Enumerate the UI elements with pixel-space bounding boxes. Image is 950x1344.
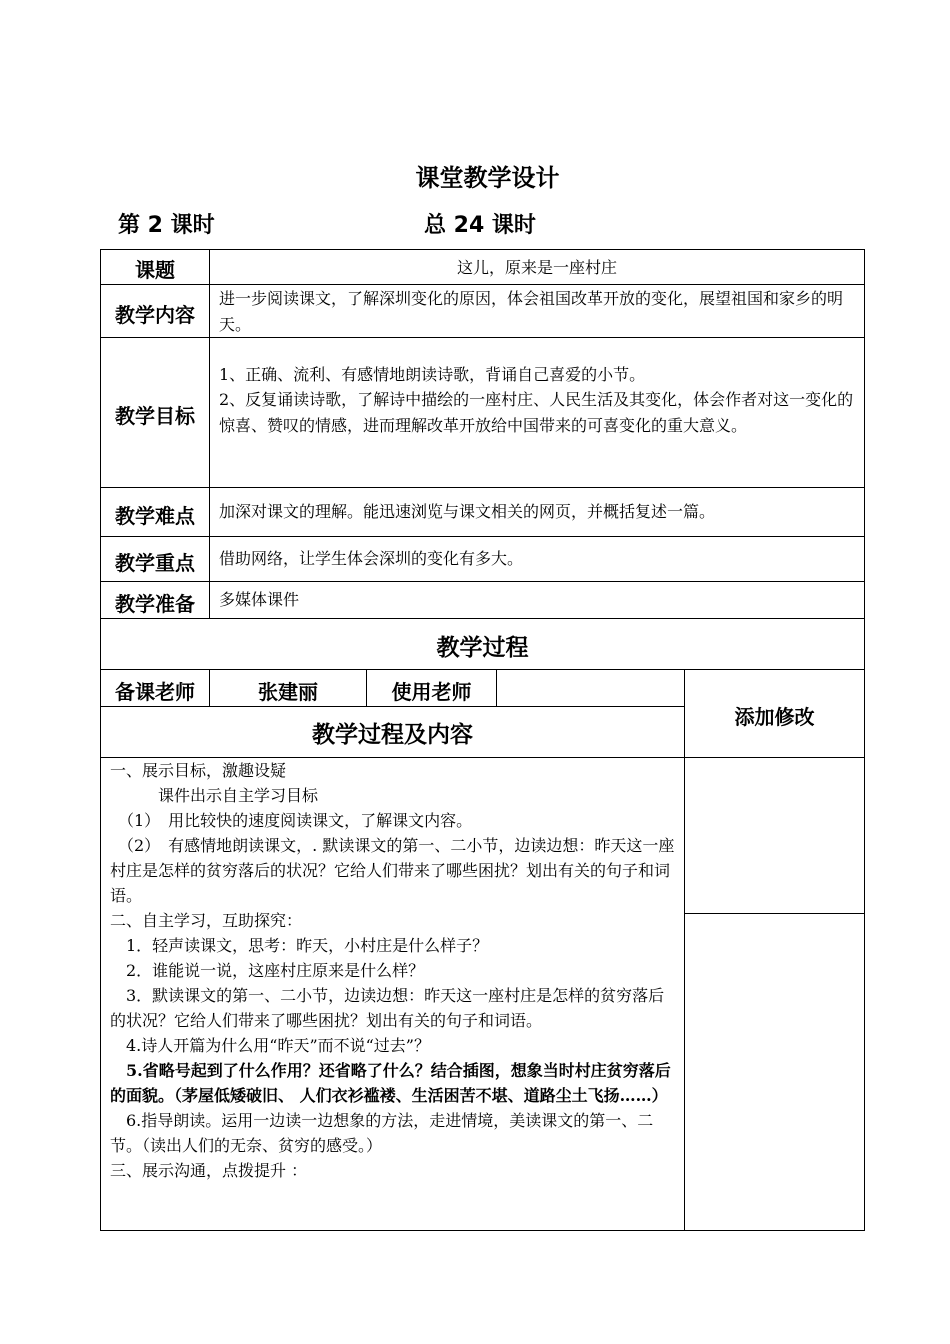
prep-label: 教学准备 [115, 592, 195, 616]
body-line: 3．默读课文的第一、二小节，边读边想：昨天这一座村庄是怎样的贫穷落后的状况？它给人们带来了哪些困扰？划出有关的句子和词语。 [110, 986, 665, 1030]
difficulty-label: 教学难点 [115, 504, 195, 528]
content-value: 进一步阅读课文，了解深圳变化的原因，体会祖国改革开放的变化，展望祖国和家乡的明天。 [219, 289, 844, 334]
lesson-total: 总 24 课时 [424, 213, 536, 238]
body-line-bold: 5.省略号起到了什么作用？还省略了什么？结合插图，想象当时村庄贫穷落后的面貌。（茅屋低矮破旧、 人们衣衫褴褛、生活困苦不堪、道路尘土飞扬……） [110, 1061, 671, 1105]
process-heading: 教学过程 [436, 635, 529, 661]
page-title: 课堂教学设计 [415, 164, 560, 192]
process-content-heading: 教学过程及内容 [312, 722, 473, 748]
topic-label: 课题 [135, 258, 175, 282]
topic-value: 这儿，原来是一座村庄 [456, 258, 617, 277]
use-teacher-label: 使用老师 [391, 680, 472, 704]
prep-teacher-label: 备课老师 [115, 680, 195, 704]
body-line: （1） 用比较快的速度阅读课文，了解课文内容。 [110, 811, 473, 830]
body-line: 二、自主学习，互助探究： [110, 911, 303, 930]
prep-teacher-name: 张建丽 [258, 680, 318, 704]
body-line: 一、展示目标，激趣设疑 [110, 761, 287, 780]
lesson-number: 第 2 课时 [118, 213, 215, 238]
body-line: 2．谁能说一说，这座村庄原来是什么样？ [110, 961, 425, 980]
goals-item-2: 2、反复诵读诗歌，了解诗中描绘的一座村庄、人民生活及其变化，体会作者对这一变化的惊喜、赞叹的情感，进而理解改革开放给中国带来的可喜变化的重大意义。 [219, 390, 854, 435]
body-line: 三、展示沟通，点拨提升 ： [110, 1161, 308, 1180]
process-content-body [110, 758, 676, 1183]
body-line: 6.指导朗读。运用一边读一边想象的方法，走进情境，美读课文的第一、二节。（读出人们的无奈、贫穷的感受。） [110, 1111, 654, 1155]
prep-value: 多媒体课件 [219, 590, 300, 609]
focus-value: 借助网络，让学生体会深圳的变化有多大。 [219, 549, 524, 568]
focus-label: 教学重点 [115, 551, 195, 575]
modify-label: 添加修改 [734, 705, 815, 729]
difficulty-value: 加深对课文的理解。能迅速浏览与课文相关的网页，并概括复述一篇。 [219, 502, 716, 521]
goals-label: 教学目标 [115, 404, 195, 428]
body-line: 1．轻声读课文，思考：昨天，小村庄是什么样子？ [110, 936, 489, 955]
body-line: 课件出示自主学习目标 [110, 786, 319, 805]
goals-item-1: 1、正确、流利、有感情地朗读诗歌，背诵自己喜爱的小节。 [219, 365, 646, 384]
body-line: （2） 有感情地朗读课文，. 默读课文的第一、二小节，边读边想：昨天这一座村庄是怎样的贫穷落后的状况？它给人们带来了哪些困扰？划出有关的句子和词语。 [110, 836, 675, 905]
content-label: 教学内容 [115, 303, 195, 327]
body-line: 4.诗人开篇为什么用“昨天”而不说“过去”？ [110, 1036, 430, 1055]
